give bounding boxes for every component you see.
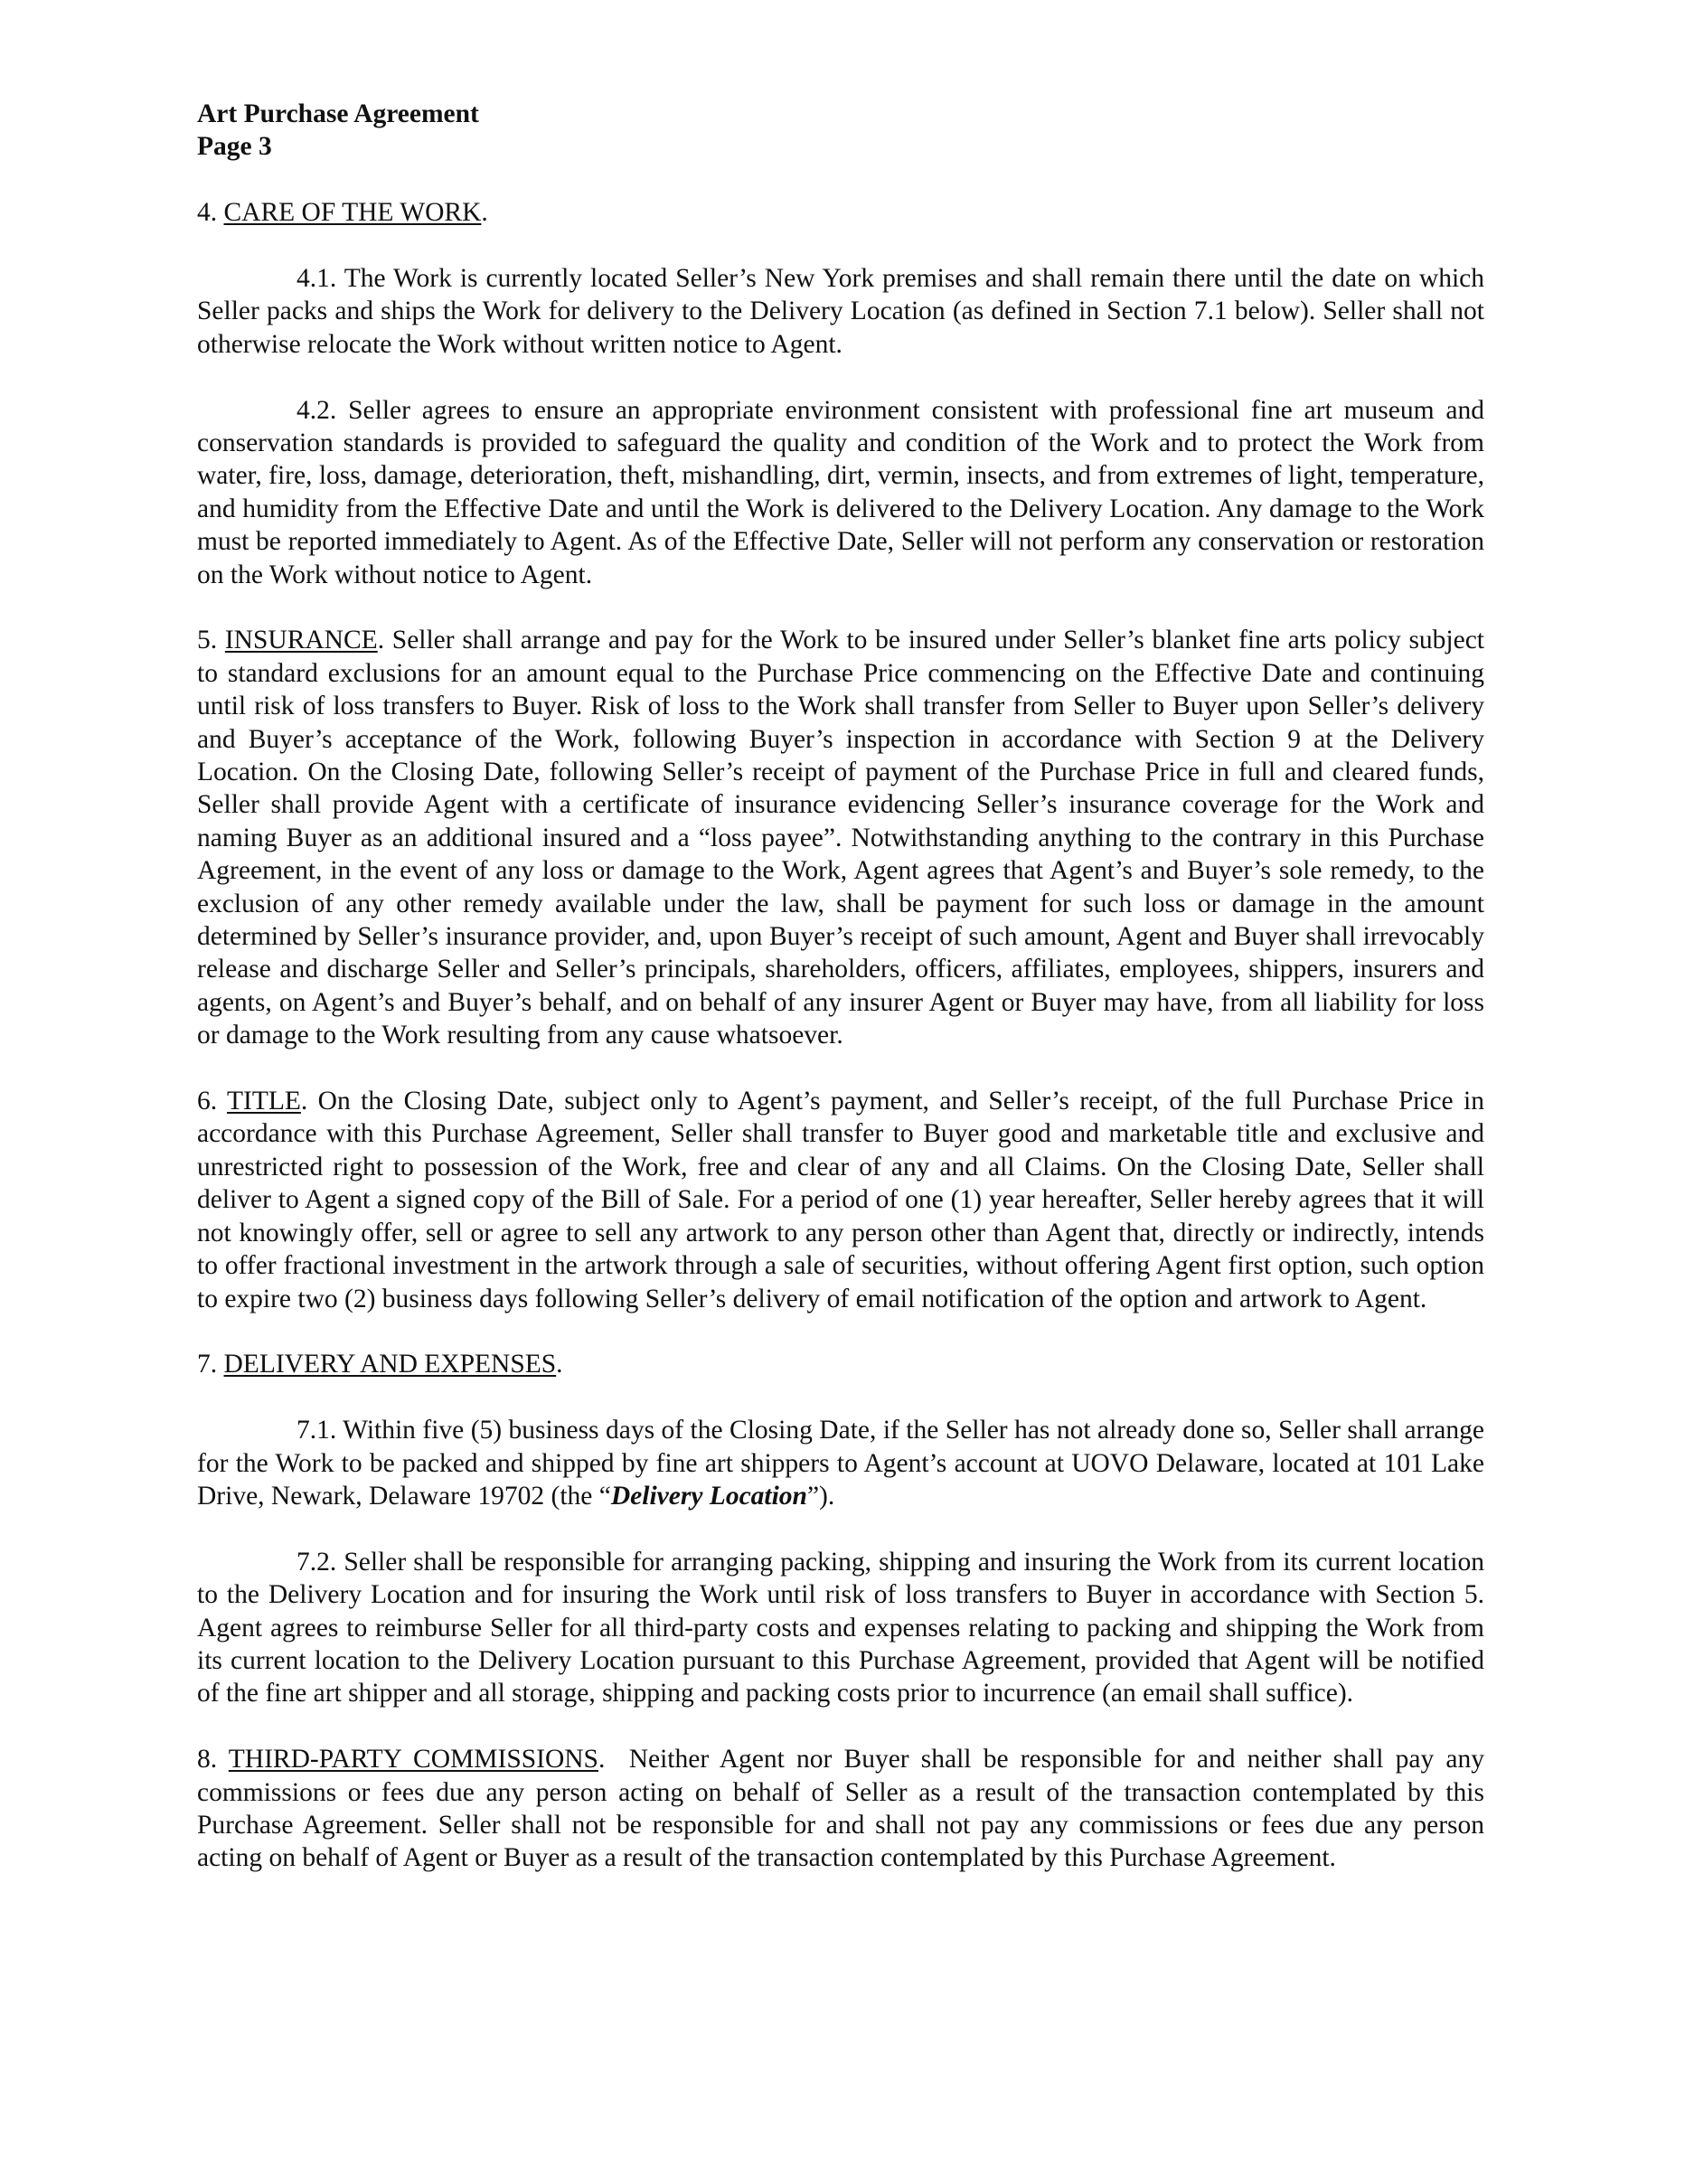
section-7-2-paragraph: 7.2. Seller shall be responsible for arranging packing, shipping and insuring the Work from its current location to the Delivery Location and for insuring the Work until risk of loss transfers to Buyer in accordance with Section 5. Agent agrees to reimburse Seller for all third-party costs and expenses relating to packing and shipping the Work from its current location to the Delivery Location pursuant to this Purchase Agreement, provided that Agent will be notified of the fine art shipper and all storage, shipping and packing costs prior to incurrence (an email shall suffice). — [197, 1547, 1484, 1709]
section-6-title: TITLE — [227, 1087, 301, 1116]
section-6-body: . On the Closing Date, subject only to Agent’s payment, and Seller’s receipt, of the full Purchase Price in accordance with this Purchase Agreement, Seller shall transfer to Buyer good and marketable title and exclusive and unrestricted right to possession of the Work, free and clear of any and all Claims. On the Closing Date, Seller shall deliver to Agent a signed copy of the Bill of Sale. For a period of one (1) year hereafter, Seller hereby agrees that it will not knowingly offer, sell or agree to sell any artwork to any person other than Agent that, directly or indirectly, intends to offer fractional investment in the artwork through a sale of securities, without offering Agent first option, such option to expire two (2) business days following Seller’s delivery of email notification of the option and artwork to Agent. — [197, 1087, 1484, 1313]
document-header — [197, 98, 1484, 164]
section-7-title: DELIVERY AND EXPENSES — [223, 1350, 557, 1379]
section-6-number: 6. — [197, 1087, 227, 1116]
section-4-title: CARE OF THE WORK — [223, 198, 482, 228]
section-7-1-paragraph — [197, 1414, 1484, 1512]
section-7-number: 7. — [197, 1350, 224, 1379]
section-5-number: 5. — [197, 626, 225, 655]
section-7-1-closing: ”). — [806, 1481, 835, 1511]
section-4-2-paragraph: 4.2. Seller agrees to ensure an appropriate environment consistent with professional fine art museum and conservation standards is provided to safeguard the quality and condition of the Work and to protect the Work from water, fire, loss, damage, deterioration, theft, mishandling, dirt, vermin, insects, and from extremes of light, temperature, and humidity from the Effective Date and until the Work is delivered to the Delivery Location. Any damage to the Work must be reported immediately to Agent. As of the Effective Date, Seller will not perform any conservation or restoration on the Work without notice to Agent. — [197, 395, 1484, 589]
section-7-1-text: 7.1. Within five (5) business days of the Closing Date, if the Seller has not already done so, Seller shall arrange for the Work to be packed and shipped by fine art shippers to Agent’s account at UOVO Delaware, located at 101 Lake Drive, Newark, Delaware 19702 (the “ — [197, 1416, 1484, 1511]
document-title: Art Purchase Agreement — [197, 99, 479, 128]
section-8-paragraph — [197, 1743, 1492, 1875]
section-5-title: INSURANCE — [224, 626, 378, 655]
section-7-heading — [197, 1348, 1484, 1380]
section-6-paragraph — [197, 1085, 1484, 1315]
section-4-number: 4. — [197, 198, 224, 228]
section-7-period: . — [556, 1350, 563, 1379]
section-4-heading — [197, 196, 1484, 229]
page-number: Page 3 — [197, 132, 272, 162]
section-4-1-paragraph: 4.1. The Work is currently located Seller’s New York premises and shall remain there until the date on which Seller packs and ships the Work for delivery to the Delivery Location (as defined in Section 7.1 below). Seller shall not otherwise relocate the Work without written notice to Agent. — [197, 263, 1484, 359]
defined-term-delivery-location: Delivery Location — [610, 1481, 807, 1511]
section-5-paragraph — [197, 624, 1484, 1051]
section-8-number: 8. — [197, 1745, 229, 1774]
document-page — [197, 98, 1492, 1875]
section-5-body: . Seller shall arrange and pay for the Work to be insured under Seller’s blanket fine arts policy subject to standard exclusions for an amount equal to the Purchase Price commencing on the Effective Date and continuing until risk of loss transfers to Buyer. Risk of loss to the Work shall transfer from Seller to Buyer upon Seller’s delivery and Buyer’s acceptance of the Work, following Buyer’s inspection in accordance with Section 9 at the Delivery Location. On the Closing Date, following Seller’s receipt of payment of the Purchase Price in full and cleared funds, Seller shall provide Agent with a certificate of insurance evidencing Seller’s insurance coverage for the Work and naming Buyer as an additional insured and a “loss payee”. Notwithstanding anything to the contrary in this Purchase Agreement, in the event of any loss or damage to the Work, Agent agrees that Agent’s and Buyer’s sole remedy, to the exclusion of any other remedy available under the law, shall be payment for such loss or damage in the amount determined by Seller’s insurance provider, and, upon Buyer’s receipt of such amount, Agent and Buyer shall irrevocably release and discharge Seller and Seller’s principals, shareholders, officers, affiliates, employees, shippers, insurers and agents, on Agent’s and Buyer’s behalf, and on behalf of any insurer Agent or Buyer may have, from all liability for loss or damage to the Work resulting from any cause whatsoever. — [197, 626, 1485, 1050]
section-8-title: THIRD-PARTY COMMISSIONS — [228, 1745, 598, 1774]
section-4-period: . — [481, 198, 488, 228]
section-8-body: . Neither Agent nor Buyer shall be responsible for and neither shall pay any commissions or fees due any person acting on behalf of Seller as a result of the transaction contemplated by this Purchase Agreement. Seller shall not be responsible for and shall not pay any commissions or fees due any person acting on behalf of Agent or Buyer as a result of the transaction contemplated by this Purchase Agreement. — [197, 1745, 1492, 1873]
